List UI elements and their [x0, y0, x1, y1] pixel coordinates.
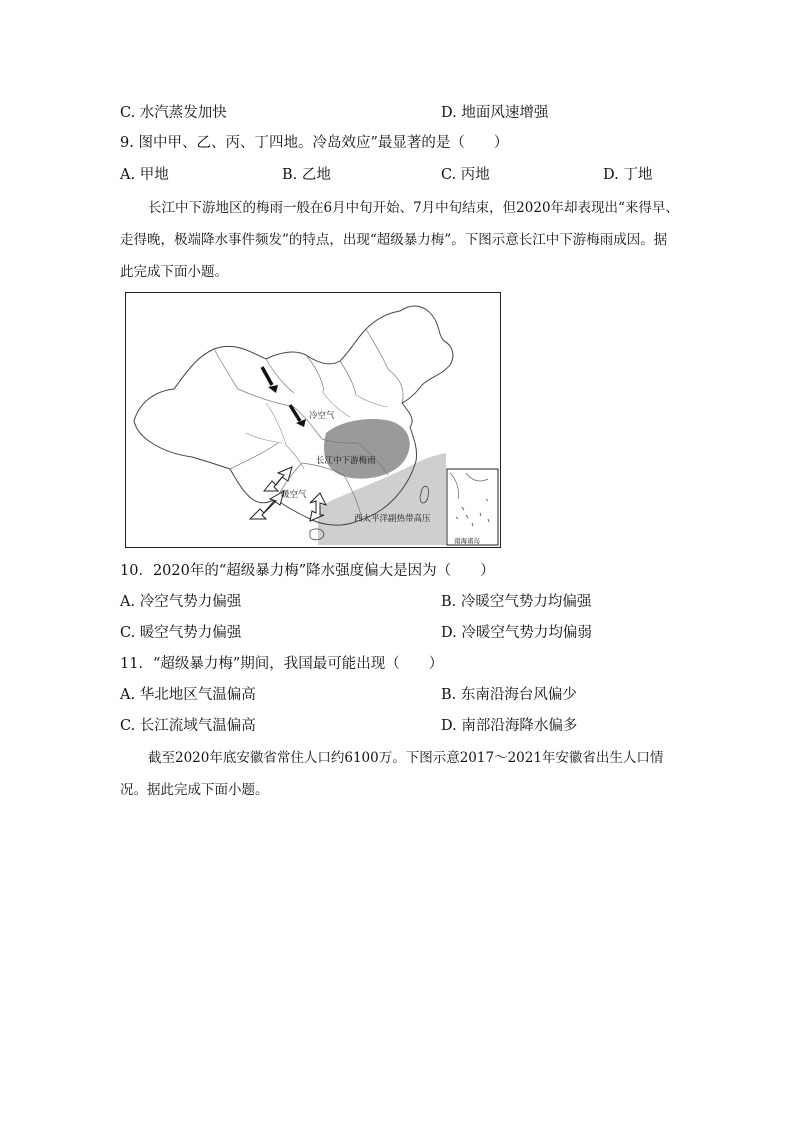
- meiyu-rain-belt: [324, 419, 410, 479]
- inset-label: 南海诸岛: [454, 537, 480, 545]
- q11-stem: 11．“超级暴力梅”期间，我国最可能出现（ ）: [120, 656, 444, 672]
- q11-option-b: B. 东南沿海台风偏少: [441, 687, 577, 703]
- province-lines-north: [214, 329, 403, 403]
- china-map-svg: [126, 293, 499, 546]
- passage-meiyu: 长江中下游地区的梅雨一般在6月中旬开始、7月中旬结束，但2020年却表现出“来得早、走得晚，极端降水事件频发”的特点，出现“超级暴力梅”。下图示意长江中下游梅雨成因。据此完成下面小题。: [120, 200, 679, 280]
- q10-option-d: D. 冷暖空气势力均偏弱: [441, 625, 592, 641]
- meiyu-cause-map: [125, 292, 501, 548]
- q10-option-b: B. 冷暖空气势力均偏强: [441, 594, 592, 610]
- meiyu-label: 长江中下游梅雨: [316, 456, 376, 466]
- q10-option-a: A. 冷空气势力偏强: [120, 594, 242, 610]
- q9-option-c: C. 丙地: [441, 167, 490, 183]
- cold-air-arrows: [262, 367, 306, 427]
- warm-air-label: 暖空气: [281, 490, 307, 500]
- q11-option-a: A. 华北地区气温偏高: [120, 687, 256, 703]
- q8-option-c: C. 水汽蒸发加快: [120, 105, 227, 121]
- q9-option-a: A. 甲地: [120, 167, 169, 183]
- q9-option-d: D. 丁地: [603, 167, 653, 183]
- south-china-sea-inset: [447, 469, 498, 545]
- q10-option-c: C. 暖空气势力偏强: [120, 625, 242, 641]
- q11-option-c: C. 长江流域气温偏高: [120, 718, 256, 734]
- q9-stem: 9. 图中甲、乙、丙、丁四地。冷岛效应”最显著的是（ ）: [120, 135, 509, 151]
- passage-anhui-population: 截至2020年底安徽省常住人口约6100万。下图示意2017～2021年安徽省出生人口情况。据此完成下面小题。: [120, 750, 664, 798]
- q9-option-b: B. 乙地: [282, 167, 331, 183]
- q10-stem: 10．2020年的“超级暴力梅”降水强度偏大是因为（ ）: [120, 563, 495, 579]
- cold-air-label: 冷空气: [309, 411, 335, 421]
- q11-option-d: D. 南部沿海降水偏多: [441, 718, 578, 734]
- subtropical-high-label: 西太平洋副热带高压: [354, 514, 431, 524]
- q8-option-d: D. 地面风速增强: [441, 105, 549, 121]
